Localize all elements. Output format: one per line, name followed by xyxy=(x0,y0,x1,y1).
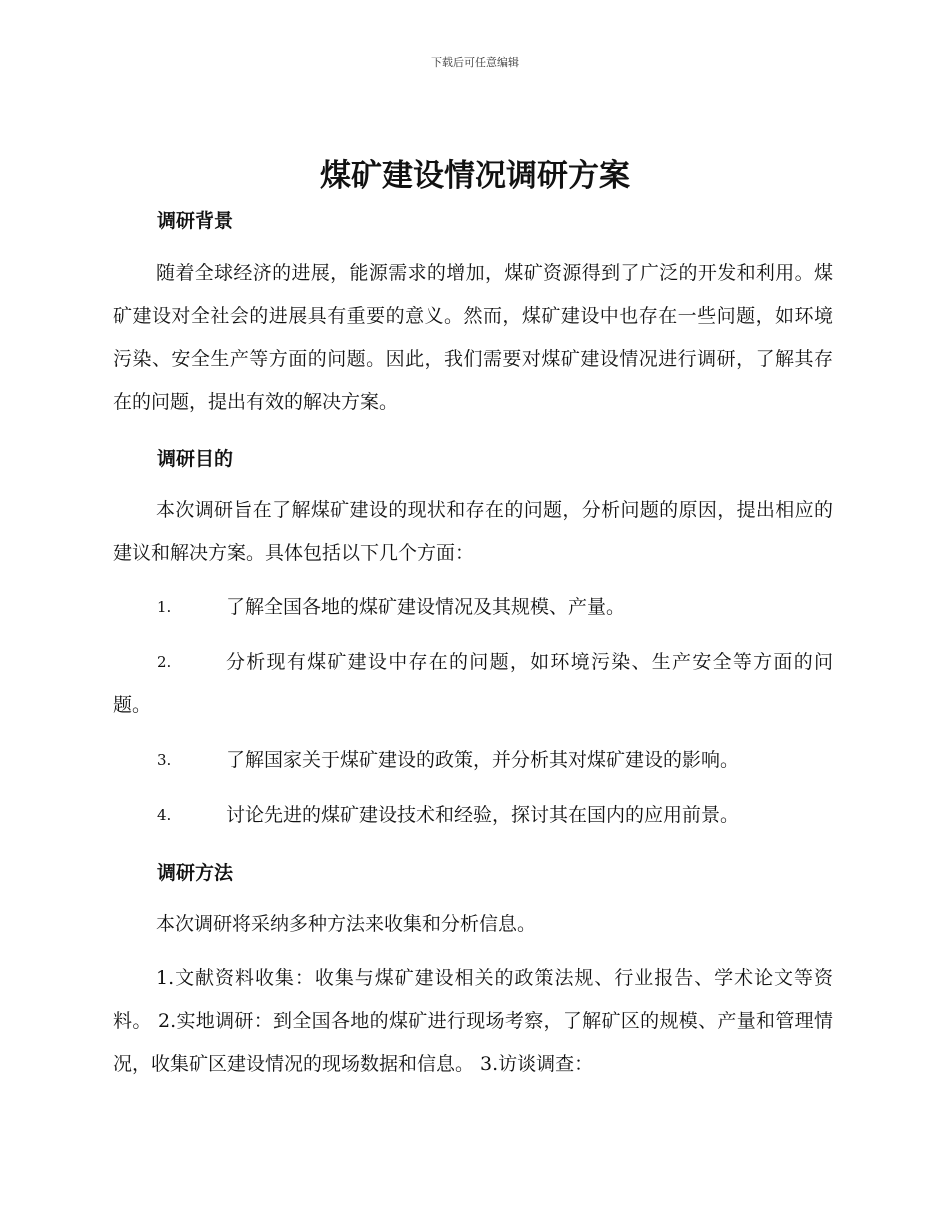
list-item-number: 4. xyxy=(157,806,172,824)
methods-intro-paragraph: 本次调研将采纳多种方法来收集和分析信息。 xyxy=(156,913,537,935)
list-item-number: 3. xyxy=(157,751,172,769)
list-item xyxy=(113,586,833,629)
page-header-note: 下载后可任意编辑 xyxy=(431,56,519,69)
list-item xyxy=(113,641,833,727)
section-heading-purpose: 调研目的 xyxy=(157,448,234,470)
list-item-text: 了解国家关于煤矿建设的政策，并分析其对煤矿建设的影响。 xyxy=(226,749,740,771)
list-item xyxy=(113,794,833,837)
section-heading-methods: 调研方法 xyxy=(157,862,234,884)
methods-detail-paragraph: 1.文献资料收集：收集与煤矿建设相关的政策法规、行业报告、学术论文等资料。 2.实地调研：到全国各地的煤矿进行现场考察，了解矿区的规模、产量和管理情况，收集矿区建设情况的现场数据和信息。 3.访谈调查： xyxy=(113,967,833,1075)
list-item-number: 2. xyxy=(157,653,172,671)
list-item-text: 分析现有煤矿建设中存在的问题，如环境污染、生产安全等方面的问题。 xyxy=(113,651,833,716)
document-title: 煤矿建设情况调研方案 xyxy=(320,158,630,194)
background-paragraph: 随着全球经济的进展，能源需求的增加，煤矿资源得到了广泛的开发和利用。煤矿建设对全社会的进展具有重要的意义。然而，煤矿建设中也存在一些问题，如环境污染、安全生产等方面的问题。因此，我们需要对煤矿建设情况进行调研，了解其存在的问题，提出有效的解决方案。 xyxy=(113,262,833,413)
list-item-number: 1. xyxy=(157,598,172,616)
list-item xyxy=(113,739,833,782)
list-item-text: 了解全国各地的煤矿建设情况及其规模、产量。 xyxy=(226,596,626,618)
list-item-text: 讨论先进的煤矿建设技术和经验，探讨其在国内的应用前景。 xyxy=(226,804,740,826)
section-heading-background: 调研背景 xyxy=(157,210,234,232)
purpose-paragraph: 本次调研旨在了解煤矿建设的现状和存在的问题，分析问题的原因，提出相应的建议和解决方案。具体包括以下几个方面： xyxy=(113,499,833,564)
